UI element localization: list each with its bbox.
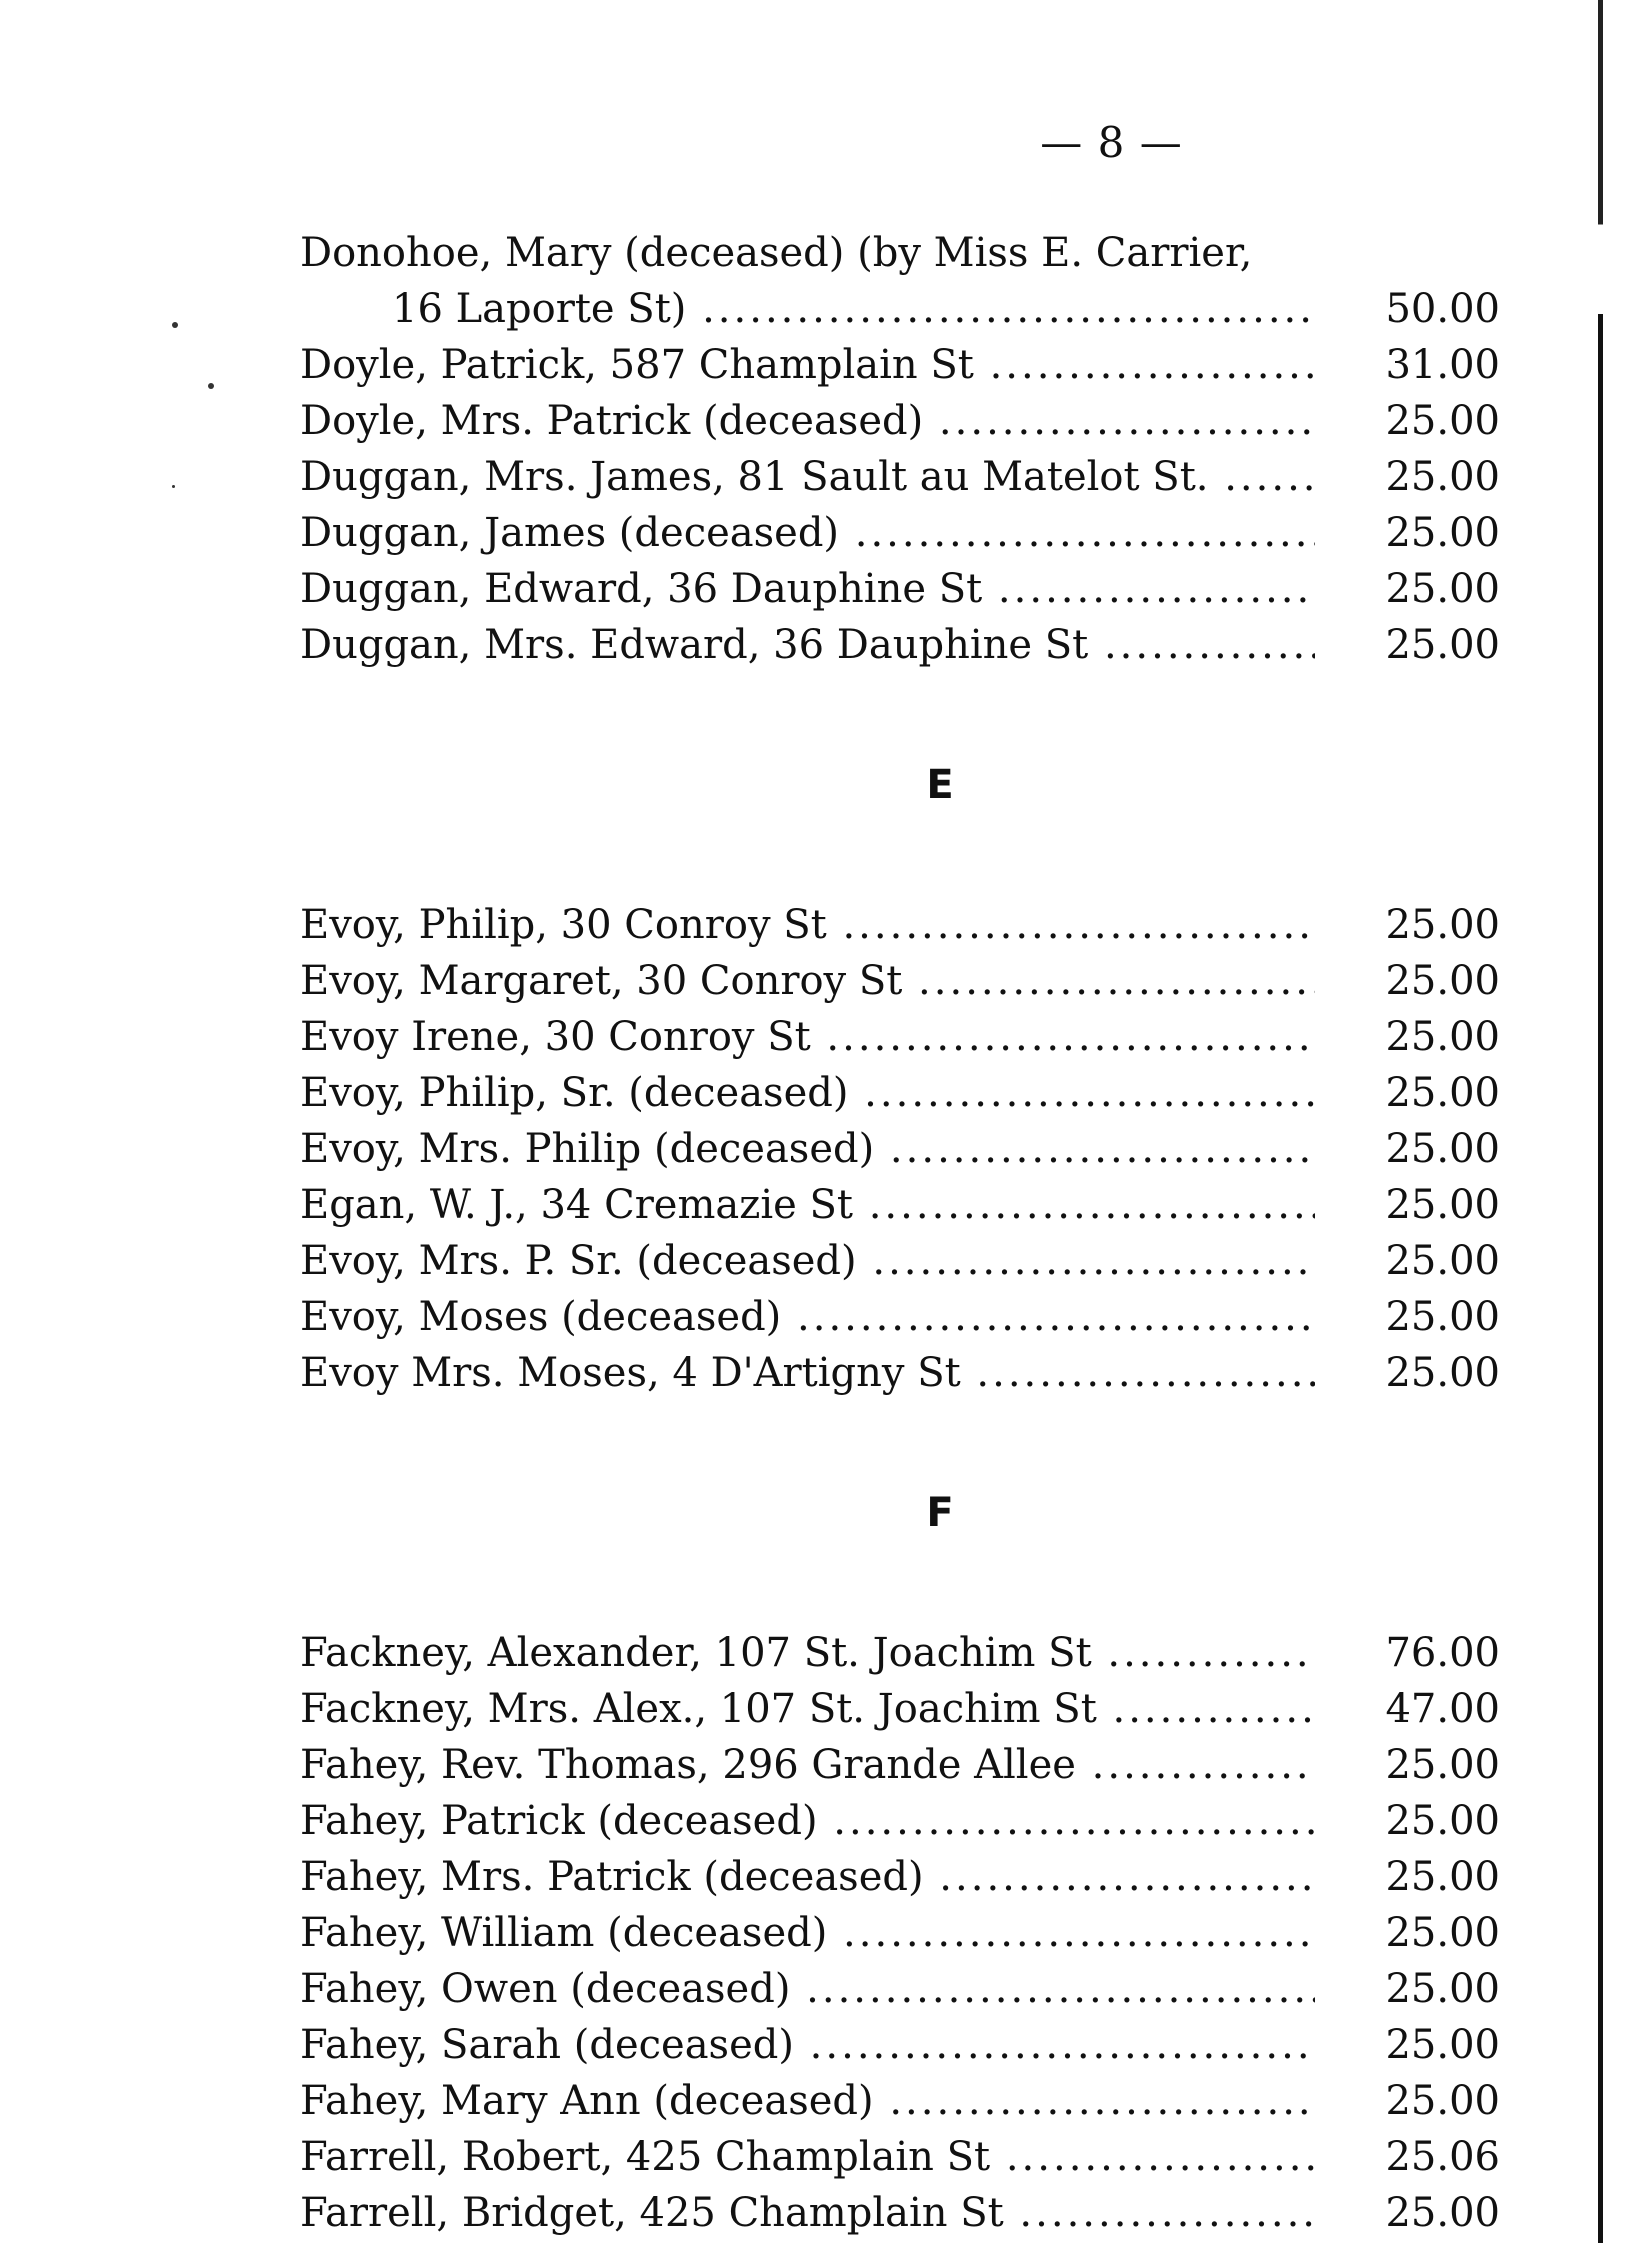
entry-name: Evoy, Mrs. P. Sr. (deceased) ..... xyxy=(300,1233,1315,1289)
list-item xyxy=(300,1793,1500,1849)
entry-name: Fahey, William (deceased) ..... xyxy=(300,1905,1315,1961)
entry-amount: 25.00 xyxy=(1385,1126,1500,1172)
entry-name: Fackney, Alexander, 107 St. Joachim St ..... xyxy=(300,1625,1315,1681)
entry-amount: 25.00 xyxy=(1385,1910,1500,1956)
list-item xyxy=(300,1009,1500,1065)
entry-name: 16 Laporte St) ..... xyxy=(392,281,1315,337)
list-item xyxy=(300,2017,1500,2073)
entry-amount: 47.00 xyxy=(1385,1686,1500,1732)
list-item xyxy=(300,2129,1500,2185)
entry-name: Evoy, Moses (deceased) ..... xyxy=(300,1289,1315,1345)
list-item xyxy=(300,1681,1500,1737)
entry-amount: 25.00 xyxy=(1385,902,1500,948)
entry-name: Evoy, Margaret, 30 Conroy St ..... xyxy=(300,953,1315,1009)
entry-amount: 25.00 xyxy=(1385,1350,1500,1396)
page-number xyxy=(70,118,1633,167)
section-heading xyxy=(300,1401,1500,1625)
entry-amount: 25.00 xyxy=(1385,1966,1500,2012)
list-item xyxy=(300,1065,1500,1121)
entry-name: Fahey, Sarah (deceased) ..... xyxy=(300,2017,1315,2073)
entry-name: Evoy, Mrs. Philip (deceased) ..... xyxy=(300,1121,1315,1177)
list-item xyxy=(300,1625,1500,1681)
list-item xyxy=(300,1177,1500,1233)
list-item xyxy=(300,1849,1500,1905)
section-heading-letter: F xyxy=(926,1490,954,1536)
entry-name: Donohoe, Mary (deceased) (by Miss E. Carrier, xyxy=(300,230,1253,276)
page-edge-rule xyxy=(1598,0,1603,2243)
list-item xyxy=(300,1961,1500,2017)
list-item xyxy=(300,1905,1500,1961)
list-item xyxy=(300,449,1500,505)
entry-amount: 25.00 xyxy=(1385,958,1500,1004)
section-heading xyxy=(300,673,1500,897)
list-item xyxy=(300,505,1500,561)
entry-amount: 25.00 xyxy=(1385,510,1500,556)
list-item xyxy=(300,1121,1500,1177)
entry-amount: 25.00 xyxy=(1385,622,1500,668)
speck xyxy=(172,485,175,488)
entry-name: Duggan, Mrs. James, 81 Sault au Matelot St. ..... xyxy=(300,449,1315,505)
section-heading-letter: E xyxy=(926,762,954,808)
entry-name: Evoy Irene, 30 Conroy St ..... xyxy=(300,1009,1315,1065)
entry-amount: 25.00 xyxy=(1385,398,1500,444)
entry-name: Farrell, Robert, 425 Champlain St ..... xyxy=(300,2129,1315,2185)
entry-amount: 25.06 xyxy=(1385,2134,1500,2180)
entry-amount: 50.00 xyxy=(1385,286,1500,332)
list-item xyxy=(300,281,1500,337)
list-item xyxy=(300,1345,1500,1401)
list-item xyxy=(300,337,1500,393)
entry-amount: 25.00 xyxy=(1385,454,1500,500)
entry-name: Farrell, Bridget, 425 Champlain St ..... xyxy=(300,2185,1315,2241)
list-item xyxy=(300,1737,1500,1793)
entry-name: Evoy, Philip, Sr. (deceased) ..... xyxy=(300,1065,1315,1121)
entry-amount: 25.00 xyxy=(1385,1070,1500,1116)
entry-name: Fahey, Mary Ann (deceased) ..... xyxy=(300,2073,1315,2129)
entry-amount: 25.00 xyxy=(1385,1238,1500,1284)
list-item xyxy=(300,1289,1500,1345)
list-item xyxy=(300,617,1500,673)
entry-amount: 25.00 xyxy=(1385,1182,1500,1228)
list-item xyxy=(300,897,1500,953)
list-item xyxy=(300,393,1500,449)
entry-name: Fackney, Mrs. Alex., 107 St. Joachim St ..... xyxy=(300,1681,1315,1737)
entry-name: Evoy, Philip, 30 Conroy St ..... xyxy=(300,897,1315,953)
entry-amount: 76.00 xyxy=(1385,1630,1500,1676)
list-item xyxy=(300,225,1500,281)
entry-amount: 25.00 xyxy=(1385,1742,1500,1788)
entry-amount: 25.00 xyxy=(1385,2190,1500,2236)
entry-amount: 25.00 xyxy=(1385,1854,1500,1900)
entry-amount: 25.00 xyxy=(1385,2078,1500,2124)
entry-name: Duggan, James (deceased) ..... xyxy=(300,505,1315,561)
entry-amount: 25.00 xyxy=(1385,1294,1500,1340)
entry-amount: 25.00 xyxy=(1385,1798,1500,1844)
list-item xyxy=(300,1233,1500,1289)
entry-name: Duggan, Edward, 36 Dauphine St ..... xyxy=(300,561,1315,617)
entry-name: Fahey, Patrick (deceased) ..... xyxy=(300,1793,1315,1849)
entry-name: Fahey, Owen (deceased) ..... xyxy=(300,1961,1315,2017)
list-item xyxy=(300,561,1500,617)
page-number-text: — 8 — xyxy=(1040,118,1183,167)
speck xyxy=(172,322,178,328)
entry-name: Doyle, Patrick, 587 Champlain St ..... xyxy=(300,337,1315,393)
entry-name: Fahey, Mrs. Patrick (deceased) ..... xyxy=(300,1849,1315,1905)
entry-amount: 31.00 xyxy=(1385,342,1500,388)
entry-amount: 25.00 xyxy=(1385,1014,1500,1060)
entry-name: Evoy Mrs. Moses, 4 D'Artigny St ..... xyxy=(300,1345,1315,1401)
speck xyxy=(208,383,214,389)
entry-amount: 25.00 xyxy=(1385,2022,1500,2068)
entry-name: Fahey, Rev. Thomas, 296 Grande Allee ..... xyxy=(300,1737,1315,1793)
list-item xyxy=(300,2185,1500,2241)
subscriber-list xyxy=(300,225,1500,2241)
entry-amount: 25.00 xyxy=(1385,566,1500,612)
entry-name: Doyle, Mrs. Patrick (deceased) ..... xyxy=(300,393,1315,449)
list-item xyxy=(300,953,1500,1009)
entry-name: Egan, W. J., 34 Cremazie St ..... xyxy=(300,1177,1315,1233)
list-item xyxy=(300,2073,1500,2129)
entry-name: Duggan, Mrs. Edward, 36 Dauphine St ..... xyxy=(300,617,1315,673)
